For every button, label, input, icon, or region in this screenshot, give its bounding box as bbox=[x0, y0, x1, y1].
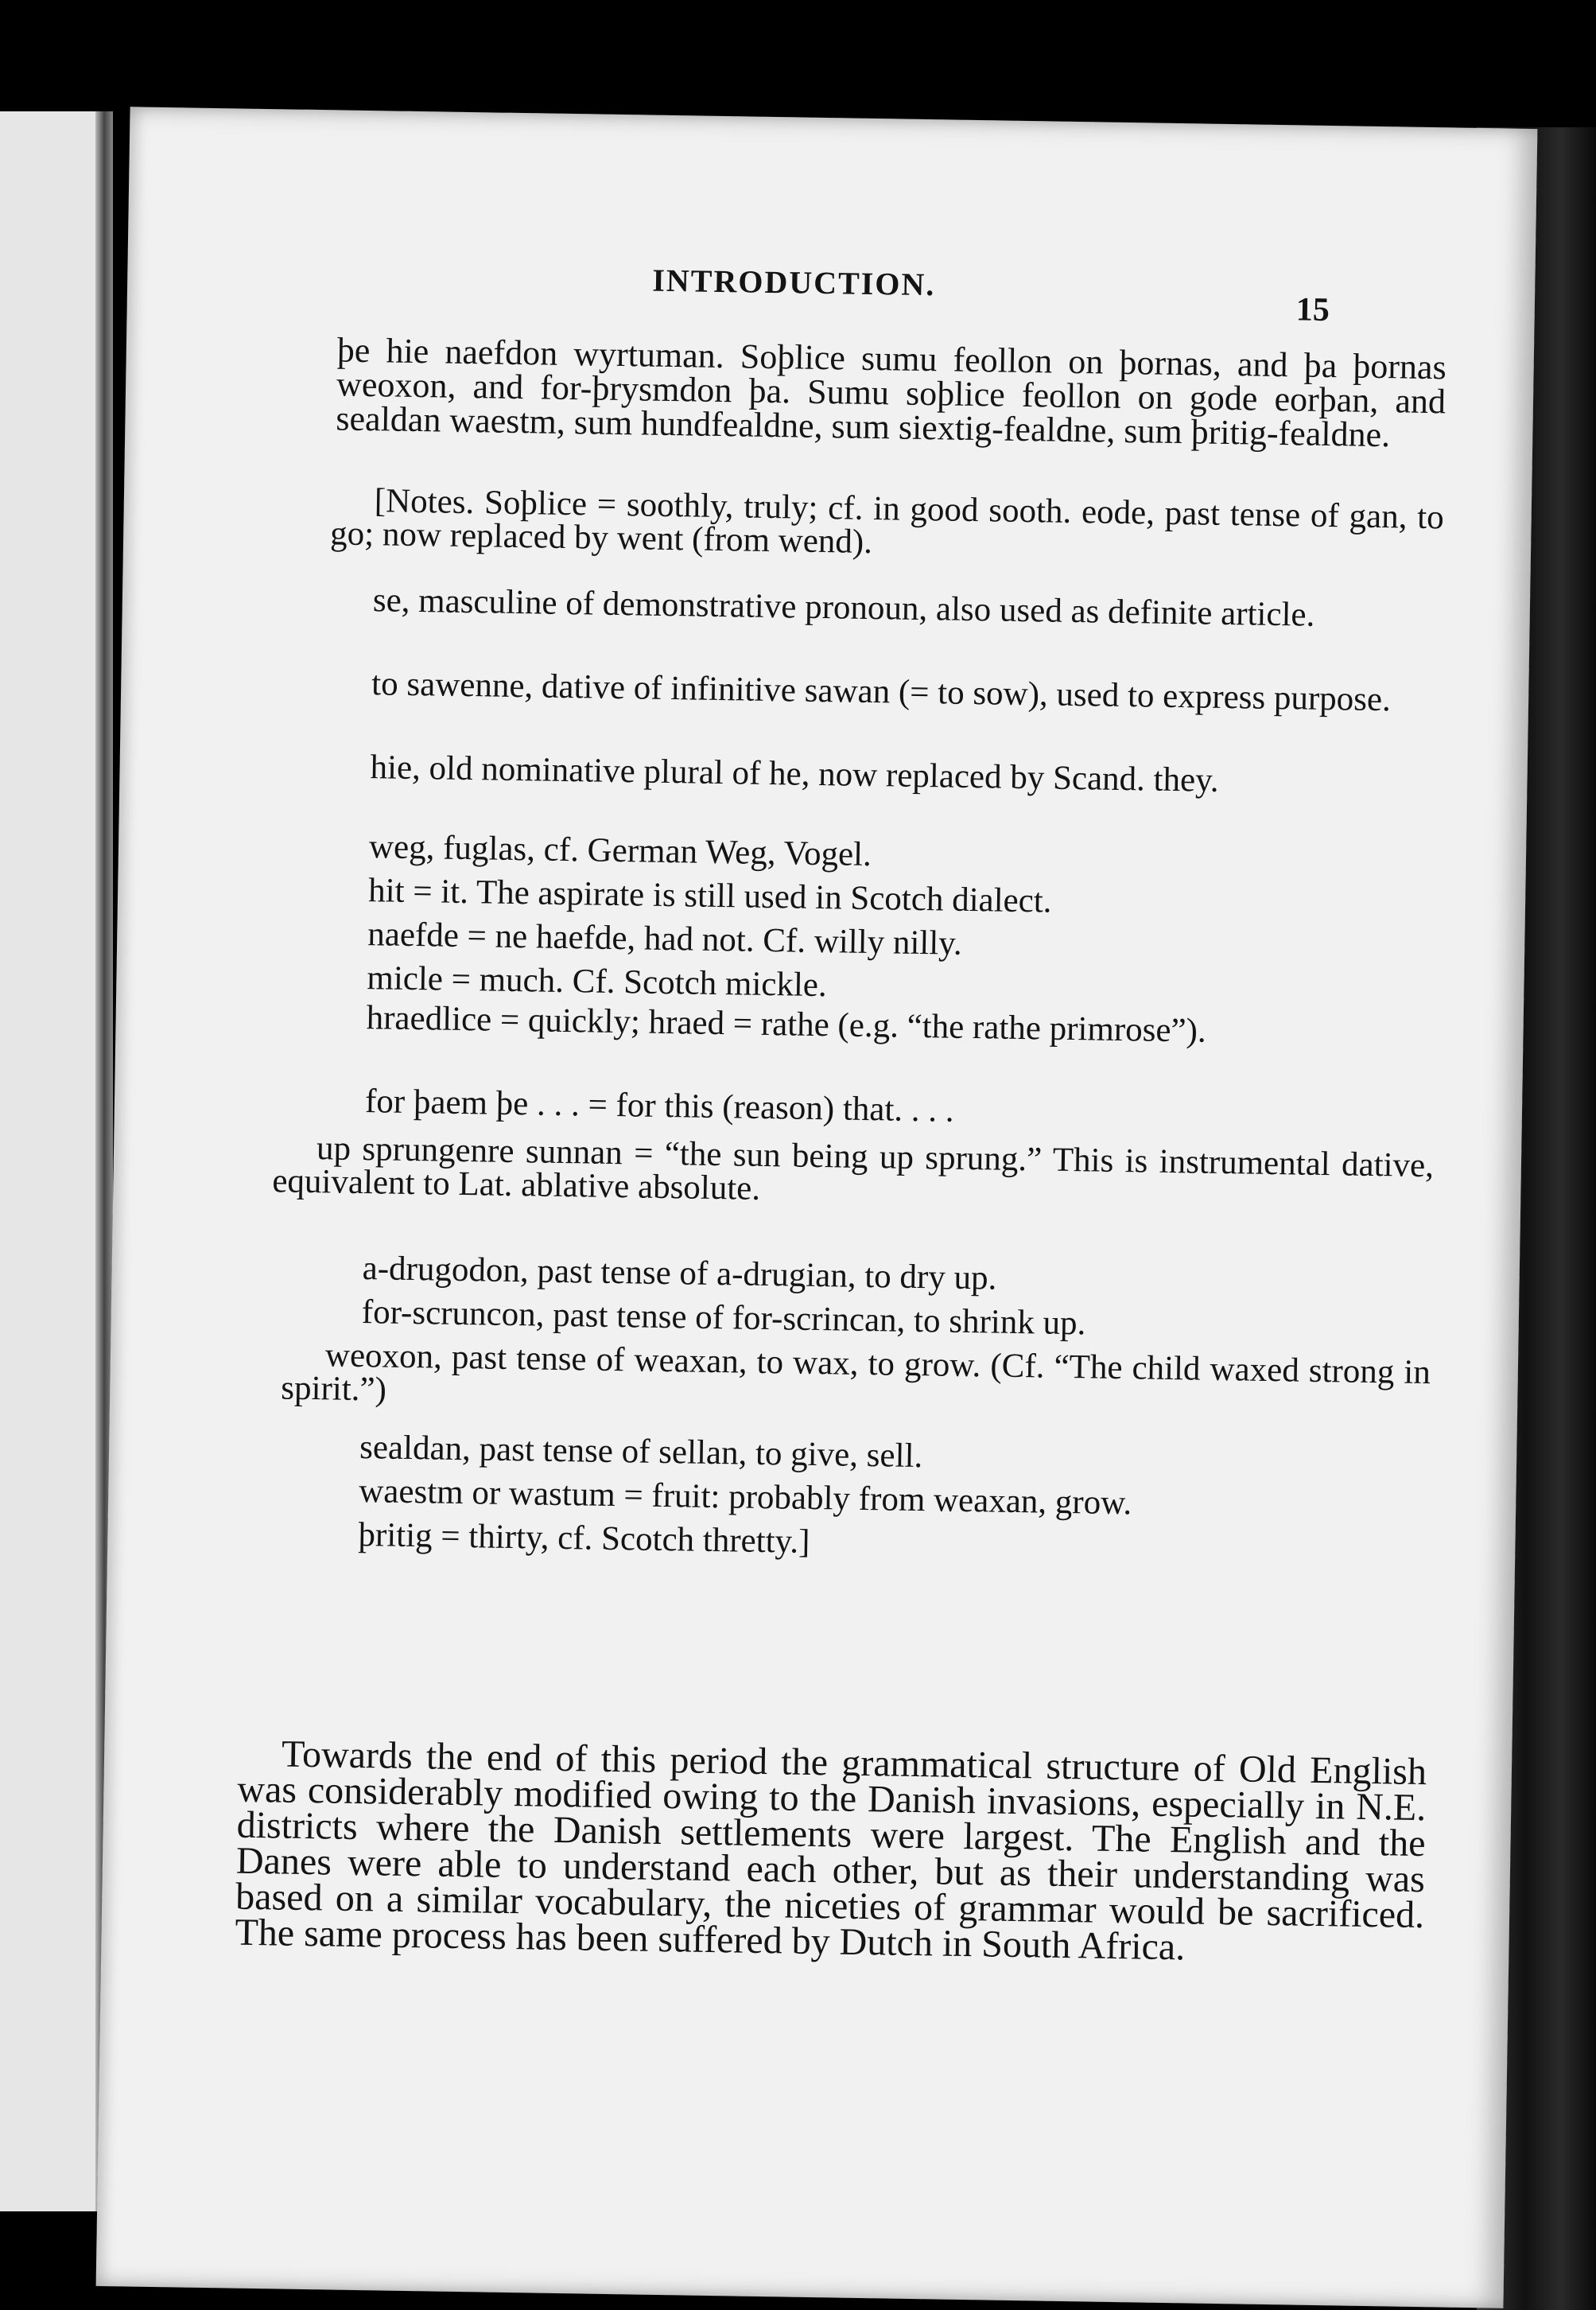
note-item: up sprungenre sunnan = “the sun being up sprung.” This is instrumental dative, equivalent to Lat. ablative absolute. bbox=[272, 1130, 1435, 1208]
note-item: hit = it. The aspirate is still used in Scotch dialect. bbox=[367, 872, 1052, 920]
note-item: micle = much. Cf. Scotch mickle. bbox=[367, 959, 828, 1005]
note-item: sealdan, past tense of sellan, to give, sell. bbox=[359, 1429, 923, 1476]
note-item: waestm or wastum = fruit: probably from weaxan, grow. bbox=[358, 1472, 1132, 1522]
note-item: hie, old nominative plural of he, now replaced by Scand. they. bbox=[370, 749, 1220, 799]
facing-page-edge bbox=[0, 111, 111, 2211]
body-paragraph: Towards the end of this period the grammatical structure of Old English was considerably modified owing to the Danish invasions, especially in N.E. districts where the Danish settlements were largest. The English and the Danes were able to understand each other, but as their understanding was based on a similar vocabulary, the niceties of grammar would be sacrificed. The same process has been suffered by Dutch in South Africa. bbox=[235, 1732, 1427, 1969]
note-item: naefde = ne haefde, had not. Cf. willy nilly. bbox=[367, 916, 963, 962]
note-item: [Notes. Soþlice = soothly, truly; cf. in good sooth. eode, past tense of gan, to go; now replaced by went (from wend). bbox=[329, 482, 1445, 561]
page-number: 15 bbox=[1295, 291, 1330, 329]
book-page bbox=[96, 107, 1538, 2308]
old-english-passage: þe hie naefdon wyrtuman. Soþlice sumu feollon on þornas, and þa þornas weoxon, and for-þrysmdon þa. Sumu soþlice feollon on gode eorþan, and sealdan waestm, sum hundfealdne, sum siextig-fealdne, sum þritig-fealdne. bbox=[336, 330, 1447, 455]
running-head: INTRODUCTION. bbox=[651, 262, 936, 303]
note-item: weg, fuglas, cf. German Weg, Vogel. bbox=[368, 828, 872, 874]
note-item: for-scruncon, past tense of for-scrincan, to shrink up. bbox=[361, 1293, 1086, 1343]
note-item: hraedlice = quickly; hraed = rathe (e.g. “the rathe primrose”). bbox=[366, 999, 1207, 1050]
note-item: to sawenne, dative of infinitive sawan (= to sow), used to express purpose. bbox=[371, 665, 1392, 719]
note-item: þritig = thirty, cf. Scotch thretty.] bbox=[358, 1515, 810, 1561]
note-item: for þaem þe . . . = for this (reason) that. . . . bbox=[364, 1083, 955, 1130]
note-item: a-drugodon, past tense of a-drugian, to dry up. bbox=[362, 1250, 997, 1297]
note-item: weoxon, past tense of weaxan, to wax, to grow. (Cf. “The child waxed strong in spirit.”) bbox=[280, 1336, 1431, 1409]
note-item: se, masculine of demonstrative pronoun, also used as definite article. bbox=[372, 581, 1315, 634]
